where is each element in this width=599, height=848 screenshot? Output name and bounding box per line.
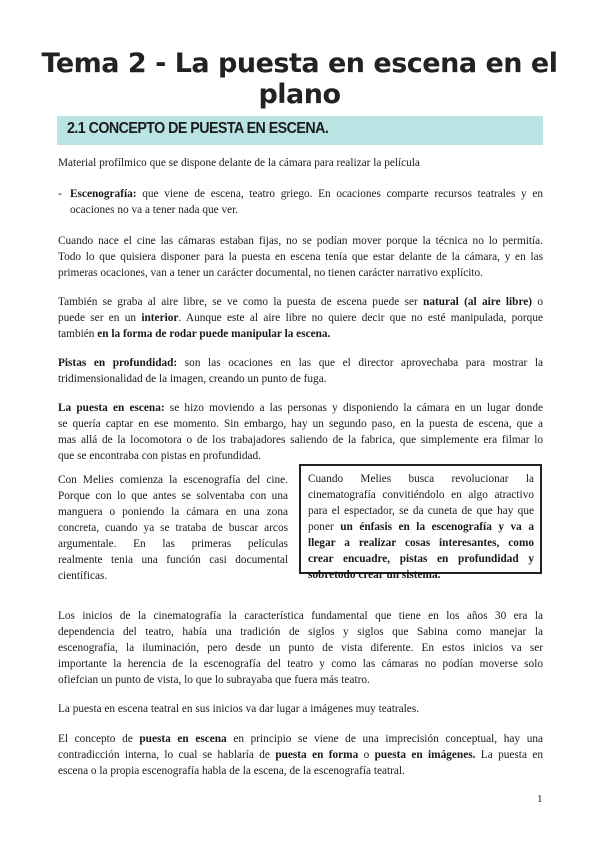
callout-line [308, 567, 534, 583]
text-run: puede ser en un [58, 312, 142, 324]
text-run: poner [308, 521, 341, 533]
paragraph-line [58, 310, 543, 326]
callout-line [308, 551, 534, 567]
bold-run: interior [141, 312, 179, 324]
callout-line: para el espectador, se da cuneta de que hay que [308, 505, 534, 517]
paragraph-line: importante la herencia de la escenografía del teatro y como las cámaras no podían moverse solo [58, 658, 543, 670]
paragraph-line [58, 400, 543, 416]
bold-run: puesta en imágenes. [374, 749, 476, 761]
callout-line [308, 535, 534, 551]
paragraph-line: tridimensionalidad de la imagen, creando un punto de fuga. [58, 373, 327, 385]
paragraph-line [58, 326, 543, 342]
paragraph-line [58, 731, 543, 747]
paragraph-line: se quería captar en ese momento. Sin embargo, hay un segundo paso, en la puesta de escena, que a [58, 418, 543, 430]
text-run: El concepto de [58, 733, 140, 745]
paragraph-line: La puesta en escena teatral en sus inicios va dar lugar a imágenes muy teatrales. [58, 703, 420, 715]
text-run: o [532, 296, 543, 308]
bold-run: llegar a realizar cosas interesantes, como [308, 537, 534, 549]
paragraph-line: escena o la propia escenografía habla de la escena, de la escenografía teatral. [58, 765, 405, 777]
paragraph-concepto-puesta [58, 731, 543, 779]
bold-run: Pistas en profundidad: [58, 357, 178, 369]
paragraph-camaras-fijas [58, 233, 543, 281]
text-run: son las ocaciones en las que el director aprovechaba para mostrar la [177, 357, 543, 369]
bold-run: crear encuadre, pistas en profundidad y [308, 553, 534, 565]
paragraph-line [58, 355, 543, 371]
text-run: . Aunque este al aire libre no quiere decir que no esté manipulada, porque [178, 312, 543, 324]
bold-run: puesta en forma [275, 749, 359, 761]
bold-run: sobretodo crear un sistema. [308, 569, 441, 581]
bullet-text: que viene de escena, teatro griego. En ocaciones comparte recursos teatrales y en [136, 188, 543, 200]
paragraph-pistas-profundidad [58, 355, 543, 387]
paragraph-melies-left [58, 472, 288, 584]
paragraph-line: Cuando nace el cine las cámaras estaban fijas, no se podían mover porque la técnica no lo permitía. [58, 235, 543, 247]
page-title: Tema 2 - La puesta en escena en el plano [41, 48, 558, 110]
bold-run: natural (al aire libre) [423, 296, 533, 308]
paragraph-line: que se encontraba con pistas en profundidad. [58, 450, 261, 462]
bullet-line: ocaciones no va a tener nada que ver. [70, 204, 239, 216]
paragraph-escena-teatral [58, 701, 543, 717]
bold-run: un énfasis en la escenografía y va a [340, 521, 534, 533]
text-run: La puesta en [475, 749, 543, 761]
callout-line: cinematografía convitiéndolo en algo atractivo [308, 489, 534, 501]
paragraph-line: primeras ocaciones, van a tener un carácter documental, no tienen carácter narrativo explícito. [58, 267, 483, 279]
paragraph-line: Porque con lo que antes se solventaba con una [58, 490, 288, 502]
text-run: también [58, 328, 98, 340]
intro-paragraph [58, 155, 543, 171]
callout-line [308, 519, 534, 535]
text-run: en principio se viene de una imprecisión conceptual, hay una [226, 733, 544, 745]
text-run: También se graba al aire libre, se ve como la puesta de escena puede ser [58, 296, 424, 308]
text-run: o [358, 749, 375, 761]
page-number: 1 [537, 793, 543, 805]
paragraph-puesta-en-escena [58, 400, 543, 464]
callout-line: Cuando Melies busca revolucionar la [308, 473, 534, 485]
paragraph-line: Todo lo que quisiera disponer para la puesta en escena tenía que estar delante de la cámara, y en las [58, 251, 543, 263]
paragraph-line [58, 294, 543, 310]
bullet-term: Escenografía: [70, 188, 137, 200]
bold-run: puesta en escena [139, 733, 227, 745]
paragraph-line [58, 747, 543, 763]
paragraph-line: científicas. [58, 570, 108, 582]
bold-run: en la forma de rodar puede manipular la escena. [97, 328, 331, 340]
bullet-marker: - [58, 188, 62, 200]
melies-callout-box [299, 464, 542, 581]
paragraph-line: ofiefcian un punto de vista, lo que lo subrayaba que fuera más teatro. [58, 674, 370, 686]
bullet-escenografia [70, 186, 543, 218]
bold-run: La puesta en escena: [58, 402, 165, 414]
paragraph-line: dependencia del teatro, había una tradición de siglos y siglos que Sabina como manejar la [58, 626, 543, 638]
paragraph-inicios-cinematografia [58, 608, 543, 688]
text-run: se hizo moviendo a las personas y disponiendo la cámara en un lugar donde [164, 402, 543, 414]
paragraph-line: Los inicios de la cinematografía la característica fundamental que tiene en los años 30 era la [58, 610, 543, 622]
section-heading-bar [57, 116, 543, 145]
paragraph-line: manguera o poniendo la cámara en una zona [58, 506, 288, 518]
paragraph-line: concreta, cuando ya se trataba de buscar arcos [58, 522, 288, 534]
text-run: contradicción interna, lo cual se hablaría de [58, 749, 276, 761]
paragraph-line: Con Melies comienza la escenografía del cine. [58, 474, 288, 486]
intro-text: Material profílmico que se dispone delante de la cámara para realizar la película [58, 157, 420, 169]
paragraph-line: escenografía, la iluminación, pero desde un punto de vista diferente. En estos inicios va ser [58, 642, 543, 654]
paragraph-line: mas allá de la locomotora o de los trabajadores saliendo de la fabrica, que simplemente era filmar lo [58, 434, 543, 446]
paragraph-aire-libre [58, 294, 543, 342]
section-heading: 2.1 CONCEPTO DE PUESTA EN ESCENA. [67, 120, 329, 137]
paragraph-line: argumentale. En las primeras películas [58, 538, 288, 550]
bullet-line [70, 186, 543, 202]
paragraph-line: realmente tenia una función casi documental [58, 554, 288, 566]
